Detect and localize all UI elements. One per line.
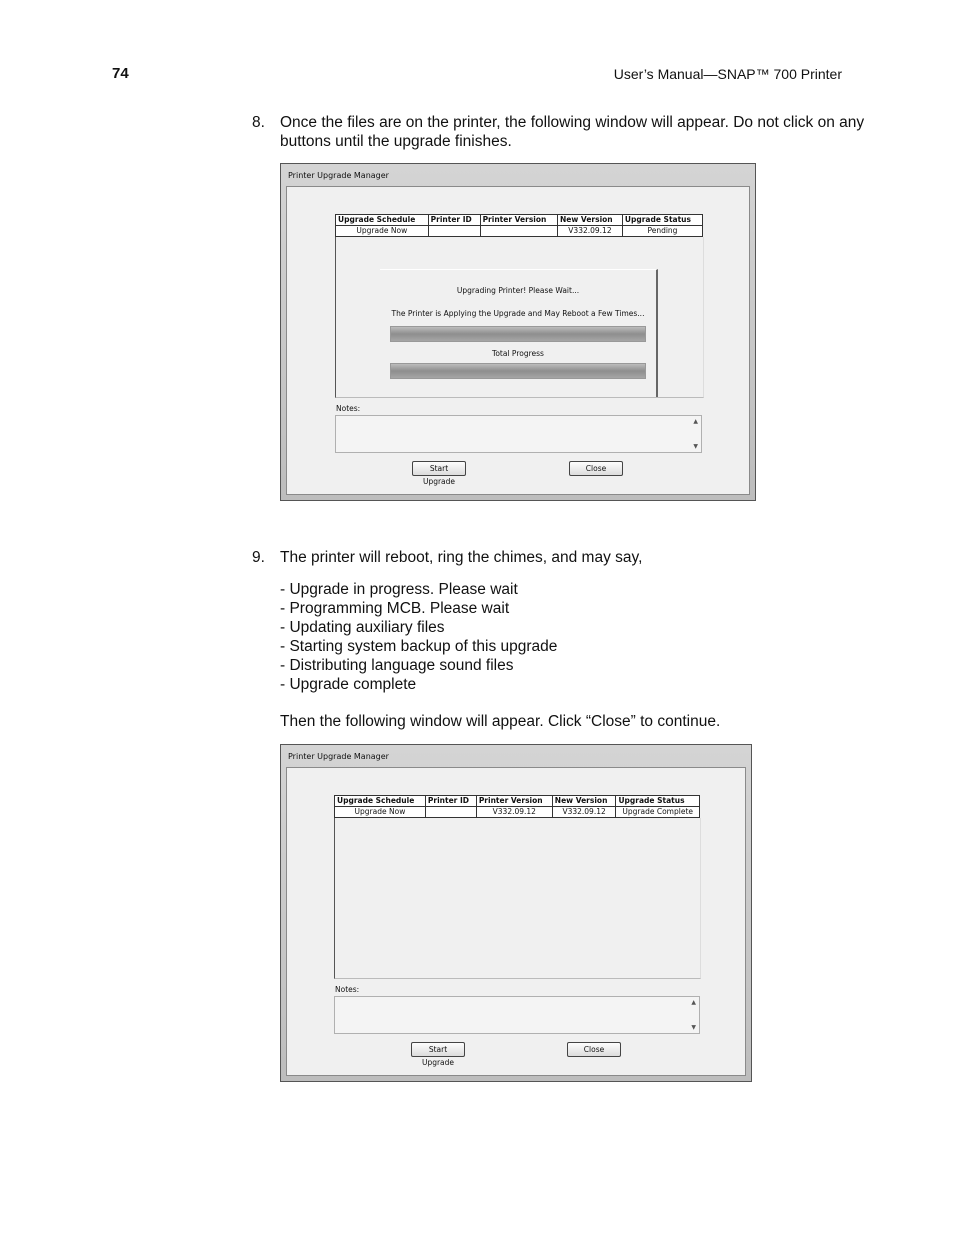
- list-item: - Upgrade complete: [280, 676, 417, 693]
- table-header-row: [335, 796, 700, 807]
- instruction-text: Then the following window will appear. Click “Close” to continue.: [280, 713, 721, 730]
- column-header: Upgrade Status: [616, 796, 700, 807]
- progress-fill: [391, 327, 645, 341]
- step-number: 9.: [252, 549, 265, 566]
- page-number: 74: [112, 65, 129, 82]
- table-row[interactable]: [335, 807, 700, 818]
- table-cell: Upgrade Complete: [616, 807, 700, 818]
- table-cell: V332.09.12: [558, 226, 623, 237]
- upgrade-manager-dialog-progress: [280, 163, 756, 501]
- close-button[interactable]: Close: [569, 461, 623, 476]
- column-header: Printer ID: [425, 796, 476, 807]
- notes-field[interactable]: [334, 996, 700, 1034]
- table-cell: V332.09.12: [552, 807, 616, 818]
- table-cell: Upgrade Now: [336, 226, 429, 237]
- column-header: Printer Version: [476, 796, 552, 807]
- step-8: [252, 113, 877, 151]
- notes-label: Notes:: [335, 985, 360, 994]
- list-item: - Updating auxiliary files: [280, 619, 445, 636]
- step-text: Once the files are on the printer, the following window will appear. Do not click on any buttons until the upgrade finishes.: [280, 114, 865, 150]
- progress-panel: [380, 269, 658, 397]
- scroll-up-arrow-icon[interactable]: ▲: [691, 999, 696, 1006]
- total-progress-label: Total Progress: [492, 349, 544, 358]
- column-header: Printer ID: [428, 215, 480, 226]
- step-text: The printer will reboot, ring the chimes, and may say,: [280, 549, 643, 566]
- column-header: Printer Version: [480, 215, 557, 226]
- list-item: - Distributing language sound files: [280, 657, 514, 674]
- start-upgrade-button[interactable]: Start Upgrade: [412, 461, 466, 476]
- table-cell: Pending: [622, 226, 702, 237]
- notes-field[interactable]: [335, 415, 702, 453]
- list-item: - Programming MCB. Please wait: [280, 600, 510, 617]
- table-cell: Upgrade Now: [335, 807, 426, 818]
- step-9: [252, 548, 877, 567]
- table-cell: [425, 807, 476, 818]
- start-upgrade-button[interactable]: Start Upgrade: [411, 1042, 465, 1057]
- list-item: - Upgrade in progress. Please wait: [280, 581, 518, 598]
- total-progress-bar: [390, 363, 646, 379]
- column-header: New Version: [558, 215, 623, 226]
- table-cell: [428, 226, 480, 237]
- column-header: Upgrade Schedule: [336, 215, 429, 226]
- dialog-client-area: [286, 767, 746, 1076]
- column-header: Upgrade Schedule: [335, 796, 426, 807]
- dialog-title: Printer Upgrade Manager: [288, 752, 389, 761]
- column-header: Upgrade Status: [622, 215, 702, 226]
- printer-messages-list: [280, 580, 557, 694]
- scroll-down-arrow-icon[interactable]: ▼: [693, 443, 698, 450]
- table-header-row: [336, 215, 703, 226]
- scroll-up-arrow-icon[interactable]: ▲: [693, 418, 698, 425]
- upgrade-table: [334, 795, 700, 818]
- upgrade-manager-dialog-complete: [280, 744, 752, 1082]
- step-number: 8.: [252, 114, 265, 131]
- progress-status-text: Upgrading Printer! Please Wait...: [456, 286, 580, 295]
- progress-fill: [391, 364, 645, 378]
- upgrade-list-area: [334, 818, 701, 979]
- upgrade-table: [335, 214, 703, 237]
- list-item: - Starting system backup of this upgrade: [280, 638, 558, 655]
- upgrade-progress-bar: [390, 326, 646, 342]
- table-cell: [480, 226, 557, 237]
- dialog-client-area: [286, 186, 750, 495]
- progress-detail-text: The Printer is Applying the Upgrade and May Reboot a Few Times...: [391, 309, 645, 318]
- dialog-title: Printer Upgrade Manager: [288, 171, 389, 180]
- scroll-down-arrow-icon[interactable]: ▼: [691, 1024, 696, 1031]
- column-header: New Version: [552, 796, 616, 807]
- table-row[interactable]: [336, 226, 703, 237]
- notes-label: Notes:: [336, 404, 361, 413]
- running-head: User’s Manual—SNAP™ 700 Printer: [613, 66, 842, 82]
- close-button[interactable]: Close: [567, 1042, 621, 1057]
- table-cell: V332.09.12: [476, 807, 552, 818]
